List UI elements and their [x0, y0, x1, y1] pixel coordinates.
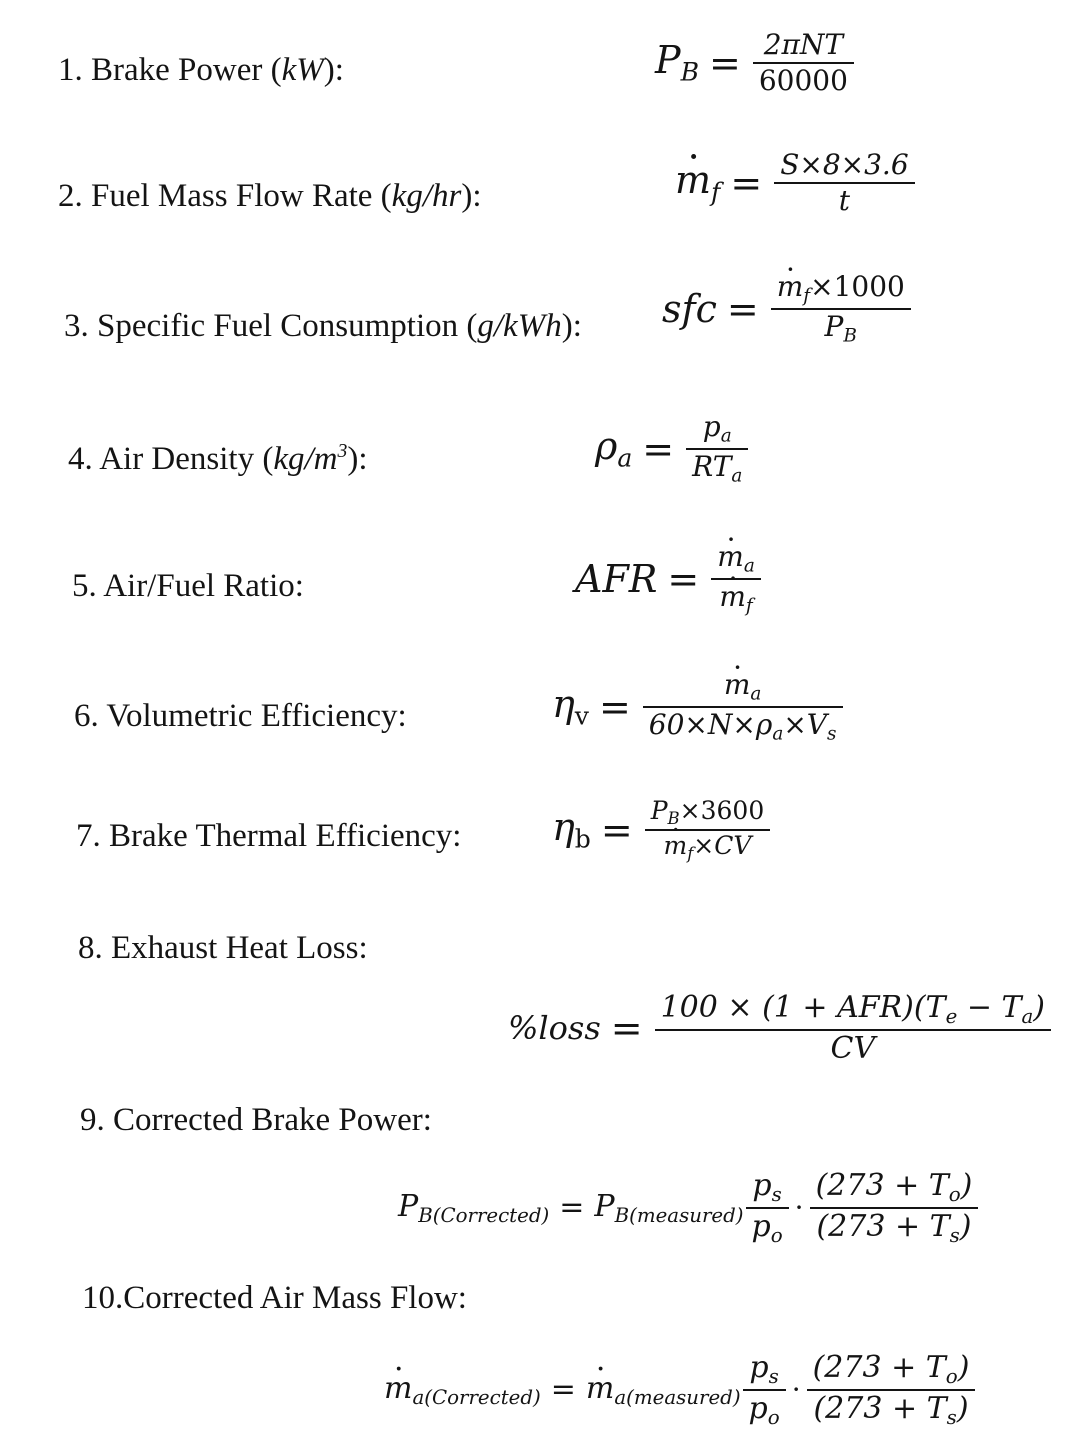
item-5-label: 5. Air/Fuel Ratio:	[72, 568, 304, 604]
formula-exhaust-heat-loss: %loss = $\frac{100 \times (1 + AFR)(T_e - T_a)}{CV}$	[508, 990, 1053, 1067]
item-4-label: 4. Air Density $(kg/m^3)$:	[68, 440, 368, 477]
formula-sfc: sfc = · $\frac{m_f\times 1000}{P_B}$	[662, 270, 913, 347]
formula-afr: AFR = · $m_a$ · $m_f$	[575, 540, 763, 617]
item-2-label: 2. Fuel Mass Flow Rate (kg/hr):	[58, 178, 482, 214]
item-6-label: 6. Volumetric Efficiency:	[74, 698, 407, 734]
formula-brake-power: $P_B$ = $\frac{\text{2πNT}}{60000}$	[655, 28, 856, 97]
formula-air-density: $\rho_a$ = $\frac{p_a}{RT_a}$	[595, 410, 750, 487]
item-7-label: 7. Brake Thermal Efficiency:	[76, 818, 462, 854]
formula-corrected-brake-power: $P_{B(Corrected)}$ = $P_{B(measured)}$ $\frac{p_s}{p_o}$ · $\frac{(273 + T_o)}{(273 + T_s)}$	[398, 1168, 980, 1247]
formula-volumetric-efficiency: $\eta_v$ = · $\frac{m_a}{60\times N\times\rho_a\times V_s}$	[552, 668, 845, 745]
item-3-label: 3. Specific Fuel Consumption (g/kWh):	[64, 308, 582, 344]
item-1-label: 1. Brake Power (kW):	[58, 52, 344, 88]
item-9-label: 9. Corrected Brake Power:	[80, 1102, 432, 1138]
item-10-label: 10.Corrected Air Mass Flow:	[82, 1280, 467, 1316]
formula-fuel-mass-flow: · $m_f$ = $\frac{S\times 8\times 3.6}{t}$	[675, 148, 917, 217]
formula-brake-thermal-efficiency: $\eta_b$ = $P_B\times 3600$ · $m_f\times CV$	[552, 796, 772, 863]
formula-corrected-air-mass-flow: · $m_{a(Corrected)}$ = · $m_{a(measured)}$ $\frac{p_s}{p_o}$ · $\frac{(273 + T_o)}{(273 + T_s)}$	[384, 1350, 977, 1429]
item-8-label: 8. Exhaust Heat Loss:	[78, 930, 368, 966]
